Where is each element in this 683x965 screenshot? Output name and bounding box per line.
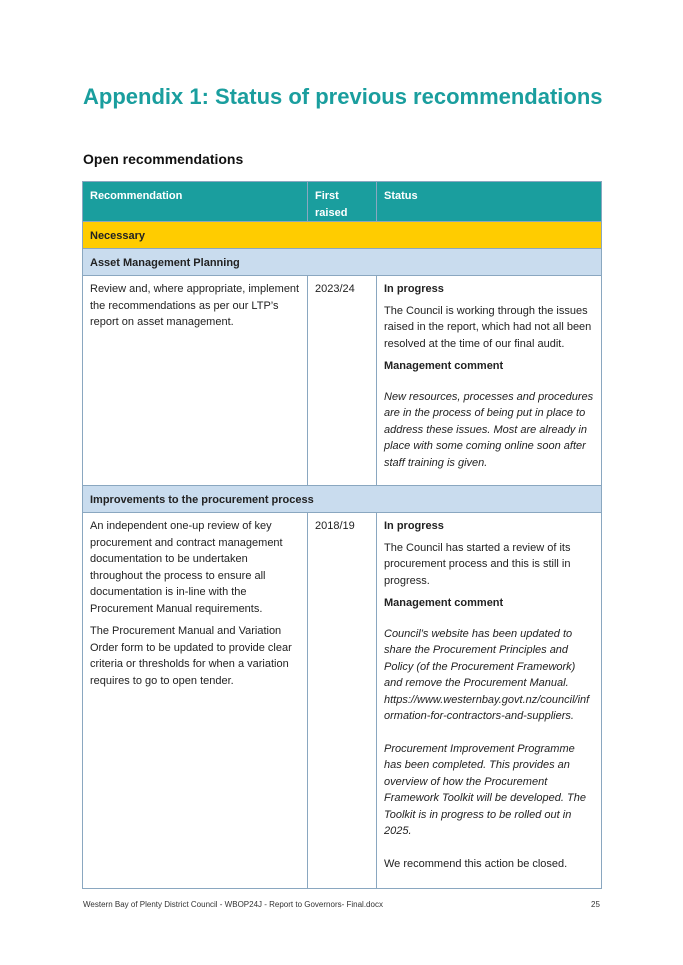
status-text: The Council has started a review of its procurement process and this is still in progress.	[384, 541, 571, 587]
procurement-url: https://www.westernbay.govt.nz/council/information-for-contractors-and-suppliers.	[384, 693, 590, 722]
status-label: In progress	[384, 520, 444, 532]
page-title: Appendix 1: Status of previous recommendations	[83, 84, 603, 109]
recommendation-cell	[83, 513, 308, 889]
footer-document-name: Western Bay of Plenty District Council - WBOP24J - Report to Governors- Final.docx	[83, 900, 383, 909]
status-text: The Council is working through the issues raised in the report, which had not all been resolved at the time of our final audit.	[384, 304, 592, 350]
closing-recommendation: We recommend this action be closed.	[384, 857, 568, 870]
recommendation-text: The Procurement Manual and Variation Order form to be updated to provide clear criteria or thresholds for when a variation requires to go to open tender.	[90, 625, 292, 687]
group-heading: Asset Management Planning	[83, 249, 602, 276]
management-comment-text: New resources, processes and procedures are in the process of being put in place to address these issues. Most are already in place with some coming online soon after staff training is given.	[384, 390, 594, 469]
priority-label: Necessary	[83, 222, 602, 249]
first-raised-cell: 2018/19	[308, 513, 377, 889]
header-first-raised: First raised	[308, 182, 377, 222]
priority-row	[83, 222, 602, 249]
status-cell	[377, 513, 602, 889]
header-status: Status	[377, 182, 602, 222]
first-raised-cell: 2023/24	[308, 276, 377, 486]
table-header-row	[83, 182, 602, 222]
group-heading-row	[83, 249, 602, 276]
group-heading: Improvements to the procurement process	[83, 486, 602, 513]
status-cell	[377, 276, 602, 486]
management-comment-label: Management comment	[384, 360, 504, 372]
management-comment-text: Procurement Improvement Programme has been completed. This provides an overview of how the Procurement Framework Toolkit will be developed. The Toolkit is in progress to be rolled out in 2025.	[384, 742, 586, 837]
recommendations-table	[82, 181, 602, 889]
table-row	[83, 513, 602, 889]
recommendation-cell	[83, 276, 308, 486]
table-row	[83, 276, 602, 486]
footer-page-number: 25	[591, 900, 600, 909]
group-heading-row	[83, 486, 602, 513]
recommendation-text: Review and, where appropriate, implement the recommendations as per our LTP’s report on asset management.	[90, 283, 300, 328]
management-comment-text: Council’s website has been updated to share the Procurement Principles and Policy (of the Procurement Framework) and remove the Procurement Manual.	[384, 627, 576, 689]
recommendation-text: An independent one-up review of key procurement and contract management documentation to be undertaken throughout the process to ensure all documentation is in-line with the Procurement Manual requirements.	[90, 520, 283, 615]
status-label: In progress	[384, 283, 444, 295]
section-heading: Open recommendations	[83, 151, 244, 167]
management-comment-label: Management comment	[384, 597, 504, 609]
header-recommendation: Recommendation	[83, 182, 308, 222]
